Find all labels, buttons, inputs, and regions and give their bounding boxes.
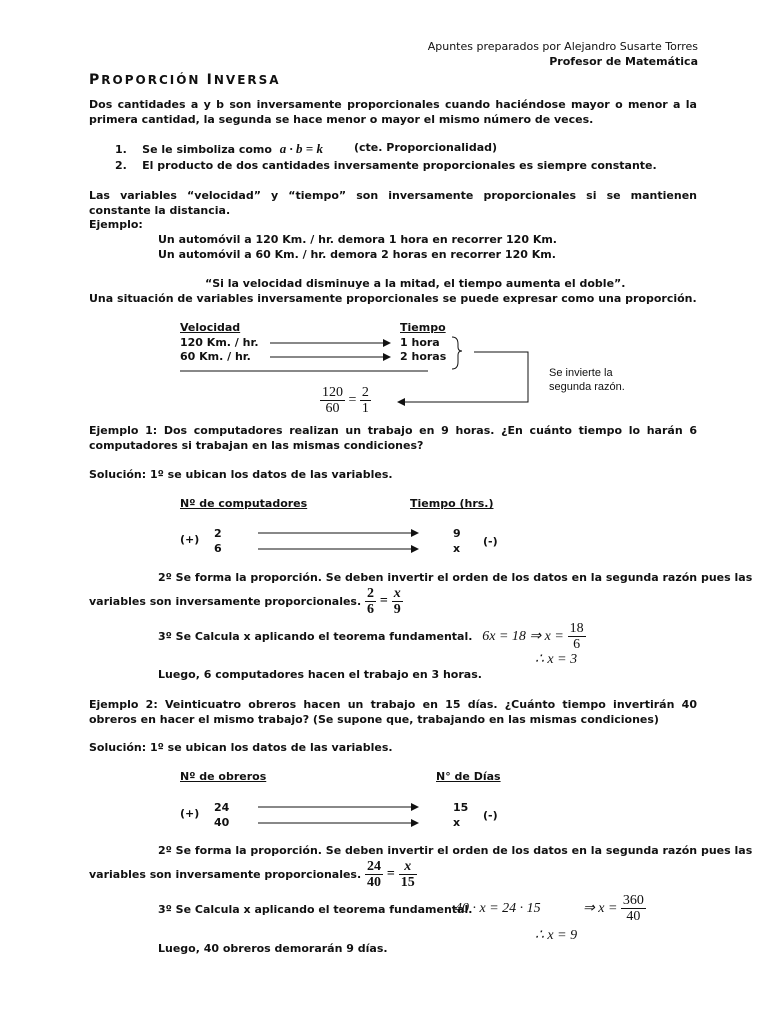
time-value: 1 hora	[400, 336, 440, 349]
right-value: x	[453, 542, 461, 555]
fraction-x-9: $\frac{x}{9}$	[393, 586, 401, 617]
computadores-header: Nº de computadores	[180, 497, 308, 510]
left-value: 24	[214, 801, 230, 814]
plus-sign: (+)	[180, 533, 200, 546]
time-value: 2 horas	[400, 350, 447, 363]
intro-mayor-2: mayor	[381, 113, 420, 126]
title-word-2: NVERSA	[213, 73, 281, 87]
list-text: Se le simboliza como	[142, 143, 272, 156]
invert-note-line-2: segunda razón.	[549, 381, 625, 393]
velocity-value: 60 Km. / hr.	[180, 350, 251, 363]
step3: 3º Se Calcula x aplicando el teorema fundamental.	[158, 903, 473, 916]
fraction-2-1: $\frac{2}{1}$	[361, 385, 369, 416]
brace	[452, 337, 462, 369]
ejemplo-2-label: Ejemplo 2:	[89, 698, 158, 711]
quote: “Si la velocidad disminuye a la mitad, el tiempo aumenta el doble”.	[205, 277, 626, 290]
fraction-18-6: $\frac{18}{6}$	[569, 621, 584, 652]
result-1: ∴ x = 3	[535, 652, 578, 667]
obreros-header: Nº de obreros	[180, 770, 267, 783]
example-line-2: Un automóvil a 60 Km. / hr. demora 2 horas en recorrer 120 Km.	[158, 248, 556, 261]
invert-arrow	[398, 352, 528, 402]
equals-sign: =	[379, 593, 388, 609]
ejemplo-1-label: Ejemplo 1:	[89, 424, 158, 437]
implies-x: ⇒ x =	[583, 901, 618, 916]
right-value: 9	[453, 527, 461, 540]
tiempo-header: Tiempo	[400, 321, 446, 334]
minus-sign: (-)	[483, 535, 498, 548]
fraction-x-15: $\frac{x}{15}$	[400, 859, 415, 890]
plus-sign: (+)	[180, 807, 200, 820]
left-value: 6	[214, 542, 222, 555]
result-2: ∴ x = 9	[535, 928, 578, 943]
step3-text: 3º Se Calcula x aplicando el teorema fundamental.	[158, 630, 473, 643]
step2-text: variables son inversamente proporcionales.	[89, 868, 362, 881]
role-line: Profesor de Matemática	[549, 55, 698, 68]
equals-sign: =	[348, 392, 357, 408]
dias-header: N° de Días	[436, 770, 501, 783]
left-value: 40	[214, 816, 230, 829]
tiempo-hrs-header: Tiempo (hrs.)	[410, 497, 494, 510]
equals-sign: =	[386, 866, 395, 882]
title-initial-2: I	[206, 72, 214, 88]
intro-text-b: o menor a la primera cantidad, la segunda se hace menor o	[89, 98, 697, 126]
variables-paragraph: Las variables “velocidad” y “tiempo” son inversamente proporcionales si se mantienen constante la distancia.	[89, 189, 697, 217]
list-text: El producto de dos cantidades inversamente proporcionales es siempre constante.	[142, 159, 657, 172]
conclusion-1: Luego, 6 computadores hacen el trabajo en 3 horas.	[158, 668, 482, 681]
list-number: 1.	[115, 143, 127, 156]
step2-line-a: 2º Se forma la proporción. Se deben invertir el orden de los datos en la segunda razón pues las	[158, 844, 753, 857]
list-number: 2.	[115, 159, 127, 172]
intro-text-c: el mismo número de veces.	[423, 113, 594, 126]
ejemplo-2-text: Veinticuatro obreros hacen un trabajo en 15 días. ¿Cuánto tiempo invertirán 40 obreros en hacer el mismo trabajo? (Se supone que, trabajando en las mismas condiciones)	[89, 698, 697, 726]
ejemplo-1-text: Dos computadores realizan un trabajo en 9 horas. ¿En cuánto tiempo lo harán 6 computadores si trabajan en las mismas condiciones?	[89, 424, 697, 452]
title-initial-1: P	[89, 72, 102, 88]
fraction-120-60: $\frac{120}{60}$	[322, 385, 343, 416]
velocity-value: 120 Km. / hr.	[180, 336, 259, 349]
invert-note-line-1: Se invierte la	[549, 367, 613, 379]
step2-text: variables son inversamente proporcionales.	[89, 595, 362, 608]
intro-text-a: Dos cantidades a y b son inversamente proporcionales cuando haciéndose	[89, 98, 566, 111]
example-line-1: Un automóvil a 120 Km. / hr. demora 1 hora en recorrer 120 Km.	[158, 233, 557, 246]
calc-expression: 40 · x = 24 · 15	[455, 901, 541, 916]
author-line: Apuntes preparados por Alejandro Susarte Torres	[427, 40, 698, 53]
calc-expression: 6x = 18 ⇒ x =	[482, 629, 564, 644]
formula-abk: a · b = k	[279, 141, 323, 156]
solucion-2: Solución: 1º se ubican los datos de las variables.	[89, 741, 393, 754]
solucion-1: Solución: 1º se ubican los datos de las variables.	[89, 468, 393, 481]
intro-mayor: mayor	[571, 98, 610, 111]
fraction-2-6: $\frac{2}{6}$	[367, 586, 375, 617]
step2-line-a: 2º Se forma la proporción. Se deben invertir el orden de los datos en la segunda razón pues las	[158, 571, 753, 584]
right-value: 15	[453, 801, 469, 814]
velocidad-header: Velocidad	[180, 321, 241, 334]
minus-sign: (-)	[483, 809, 498, 822]
fraction-24-40: $\frac{24}{40}$	[367, 859, 382, 890]
fraction-360-40: $\frac{360}{40}$	[622, 893, 644, 924]
list-note: (cte. Proporcionalidad)	[354, 141, 498, 154]
left-value: 2	[214, 527, 222, 540]
proportion-paragraph: Una situación de variables inversamente proporcionales se puede expresar como una proporción.	[89, 292, 697, 305]
conclusion-2: Luego, 40 obreros demorarán 9 días.	[158, 942, 388, 955]
title-word-1: ROPORCIÓN	[101, 73, 201, 87]
ejemplo-label: Ejemplo:	[89, 218, 143, 231]
right-value: x	[453, 816, 461, 829]
